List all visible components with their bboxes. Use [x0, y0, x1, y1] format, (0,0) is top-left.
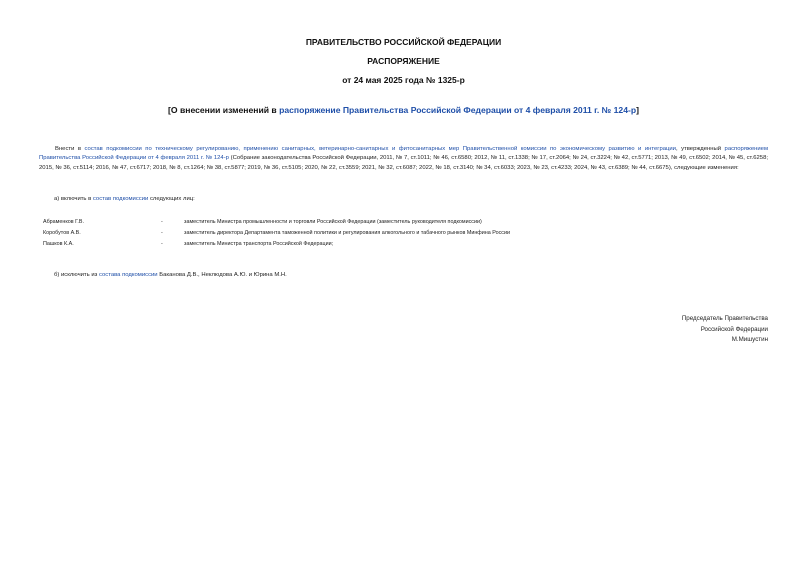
- item-a: [54, 196, 195, 202]
- member-row: [43, 219, 763, 230]
- item-a-suffix: следующих лиц:: [148, 196, 195, 202]
- member-role: заместитель Министра транспорта Российской Федерации;: [184, 241, 334, 247]
- member-row: [43, 230, 763, 241]
- document-date-number: от 24 мая 2025 года № 1325-р: [342, 75, 465, 85]
- member-name: Абраменков Г.В.: [43, 219, 84, 225]
- title-open: [О внесении изменений в: [168, 105, 280, 115]
- member-dash: -: [161, 241, 163, 247]
- signature-title-line1: Председатель Правительства: [681, 315, 768, 322]
- member-name: Пашков К.А.: [43, 241, 74, 247]
- intro-link-order[interactable]: распоряжением Правительства Российской Федерации от 4 февраля 2011 г. № 124-р: [39, 146, 768, 162]
- item-b-suffix: Баканова Д.В., Неклюдова А.Ю. и Юрина М.Н.: [157, 272, 287, 278]
- intro-link-subcommission[interactable]: состав подкомиссии по техническому регулированию, применению санитарных, ветеринарно-санитарных и фитосанитарных мер Правительственной комиссии по экономическому развитию и интеграции: [84, 146, 676, 152]
- members-list: [43, 219, 763, 252]
- issuer-heading: ПРАВИТЕЛЬСТВО РОССИЙСКОЙ ФЕДЕРАЦИИ: [305, 37, 502, 47]
- signature-name: М.Мишустин: [731, 336, 768, 343]
- intro-paragraph: [39, 145, 768, 173]
- member-dash: -: [161, 230, 163, 236]
- member-row: [43, 241, 763, 252]
- intro-suffix: (Собрание законодательства Российской Федерации, 2011, № 7, ст.1011; № 46, ст.6580; 2012, № 11, ст.1338; № 17, ст.2064; № 24, ст.3224; № 42, ст.5771; 2013, № 49, ст.6502; 2014, № 45, ст.6258; 2015, № 36, ст.5114; 2016, № 47, ст.6717; 2018, № 8, ст.1264; № 38, ст.5877; 2019, № 36, ст.5105; 2020, № 22, ст.3559; 2021, № 32, ст.6087; 2022, № 18, ст.3140; № 34, ст.6033; 2023, № 23, ст.4233; 2024, № 43, ст.6389; № 44, ст.6675), следующие изменения:: [39, 155, 768, 171]
- title-close: ]: [636, 105, 639, 115]
- item-b-prefix: б) исключить из: [54, 272, 99, 278]
- intro-prefix: Внести в: [55, 146, 85, 152]
- member-name: Коробутов А.В.: [43, 230, 81, 236]
- document-type-heading: РАСПОРЯЖЕНИЕ: [367, 56, 440, 66]
- intro-mid: , утвержденный: [675, 146, 725, 152]
- title-link[interactable]: распоряжение Правительства Российской Федерации от 4 февраля 2011 г. № 124-р: [279, 105, 637, 115]
- item-a-prefix: а) включить в: [54, 196, 93, 202]
- document-title: [0, 105, 807, 115]
- item-b-link[interactable]: состава подкомиссии: [98, 272, 158, 278]
- signature-title-line2: Российской Федерации: [700, 325, 768, 333]
- member-role: заместитель директора Департамента таможенной политики и регулирования алкогольного и табачного рынков Минфина России: [184, 230, 510, 236]
- member-dash: -: [161, 219, 163, 225]
- member-role: заместитель Министра промышленности и торговли Российской Федерации (заместитель руководителя подкомиссии): [184, 219, 482, 225]
- item-a-link[interactable]: состав подкомиссии: [92, 196, 149, 202]
- item-b: [54, 272, 287, 278]
- signature-block: [682, 314, 768, 346]
